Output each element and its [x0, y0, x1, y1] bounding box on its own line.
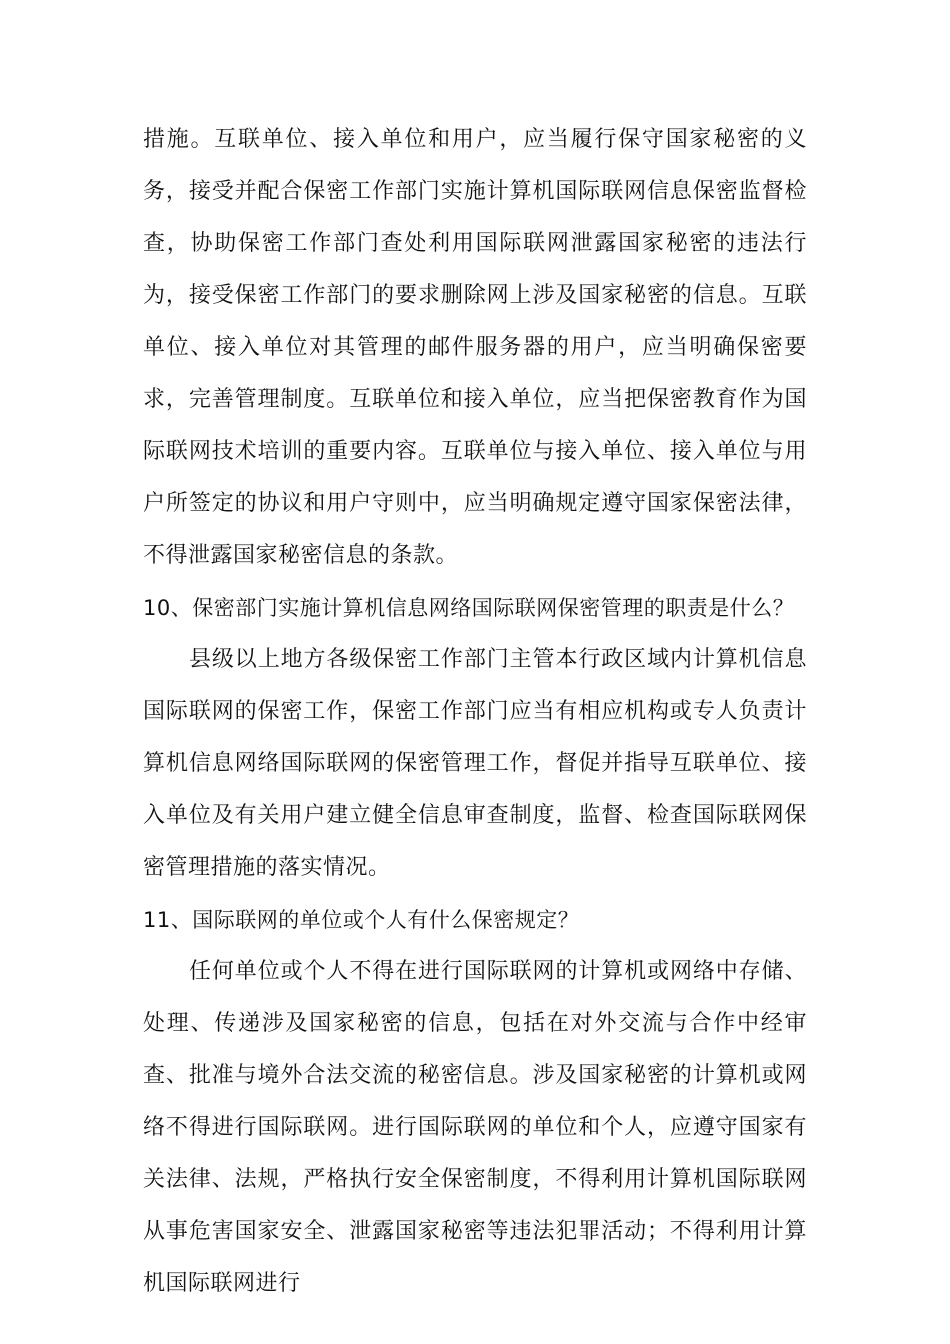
answer-11: 任何单位或个人不得在进行国际联网的计算机或网络中存储、处理、传递涉及国家秘密的信息，包括在对外交流与合作中经审查、批准与境外合法交流的秘密信息。涉及国家秘密的计算机或网络不得进行国际联网。进行国际联网的单位和个人，应遵守国家有关法律、法规，严格执行安全保密制度，不得利用计算机国际联网从事危害国家安全、泄露国家秘密等违法犯罪活动；不得利用计算机国际联网进行 — [143, 959, 807, 1296]
question-10: 10、保密部门实施计算机信息网络国际联网保密管理的职责是什么？ — [143, 596, 795, 620]
document-body — [143, 114, 807, 1310]
question-11: 11、国际联网的单位或个人有什么保密规定？ — [143, 908, 580, 932]
paragraph-continuation: 措施。互联单位、接入单位和用户，应当履行保守国家秘密的义务，接受并配合保密工作部门实施计算机国际联网信息保密监督检查，协助保密工作部门查处利用国际联网泄露国家秘密的违法行为，接受保密工作部门的要求删除网上涉及国家秘密的信息。互联单位、接入单位对其管理的邮件服务器的用户，应当明确保密要求，完善管理制度。互联单位和接入单位，应当把保密教育作为国际联网技术培训的重要内容。互联单位与接入单位、接入单位与用户所签定的协议和用户守则中，应当明确规定遵守国家保密法律，不得泄露国家秘密信息的条款。 — [143, 127, 807, 568]
answer-10: 县级以上地方各级保密工作部门主管本行政区域内计算机信息国际联网的保密工作，保密工作部门应当有相应机构或专人负责计算机信息网络国际联网的保密管理工作，督促并指导互联单位、接入单位及有关用户建立健全信息审查制度，监督、检查国际联网保密管理措施的落实情况。 — [143, 647, 807, 880]
